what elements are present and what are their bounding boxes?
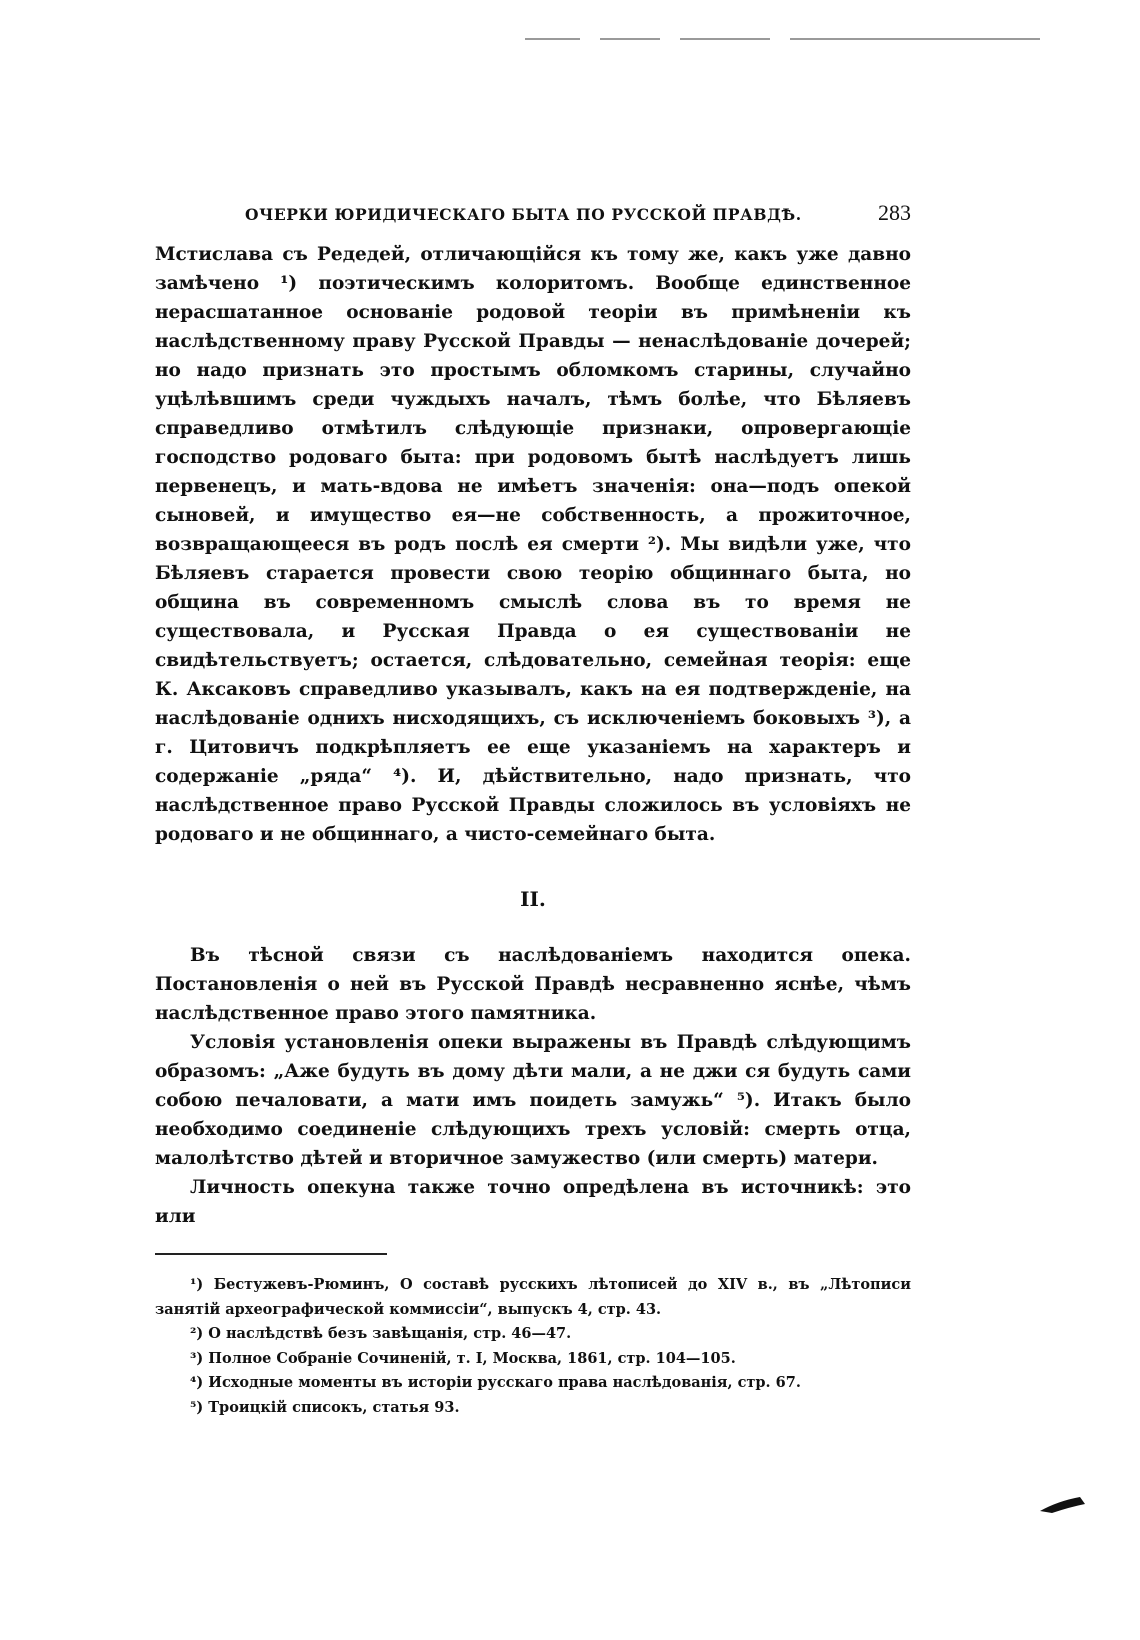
scan-artifact-line [600,38,660,40]
paragraph-2: Въ тѣсной связи съ наслѣдованіемъ находится опека. Постановленія о ней въ Русской Правдѣ несравненно яснѣе, чѣмъ наслѣдственное право этого памятника. [155,945,911,1024]
footnote-5: ⁵) Троицкій списокъ, статья 93. [190,1398,460,1416]
body-text [155,240,911,1231]
footnote-4: ⁴) Исходные моменты въ исторіи русскаго права наслѣдованія, стр. 67. [190,1374,801,1391]
scan-artifact-line [525,38,580,40]
paragraph-4: Личность опекуна также точно опредѣлена въ источникѣ: это или [155,1177,911,1227]
scan-artifact-line [680,38,770,40]
document-page [155,200,911,1420]
page-number: 283 [878,200,911,225]
footnote-3: ³) Полное Собраніе Сочиненій, т. I, Москва, 1861, стр. 104—105. [190,1349,736,1367]
running-header [155,200,911,226]
scan-artifact-line [790,38,1040,40]
section-heading: II. [520,887,546,911]
paragraph-1: Мстислава съ Редедей, отличающійся къ тому же, какъ уже давно замѣчено ¹) поэтическимъ колоритомъ. Вообще единственное нерасшатанное основаніе родовой теоріи въ примѣненіи къ наслѣдственному праву Русской Правды — ненаслѣдованіе дочерей; но надо признать это простымъ обломкомъ старины, случайно уцѣлѣвшимъ среди чуждыхъ началъ, тѣмъ болѣе, что Бѣляевъ справедливо отмѣтилъ слѣдующіе признаки, опровергающіе господство родоваго быта: при родовомъ бытѣ наслѣдуетъ лишь первенецъ, и мать-вдова не имѣетъ значенія: она—подъ опекой сыновей, и имущество ея—не собственность, а прожиточное, возвращающееся въ родъ послѣ ея смерти ²). Мы видѣли уже, что Бѣляевъ старается провести свою теорію общиннаго быта, но община въ современномъ смыслѣ слова въ то время не существовала, и Русская Правда о ея существованіи не свидѣтельствуетъ; остается, слѣдовательно, семейная теорія: еще К. Аксаковъ справедливо указывалъ, какъ на ея подтвержденіе, на наслѣдованіе однихъ нисходящихъ, съ исключеніемъ боковыхъ ³), а г. Цитовичъ подкрѣпляетъ ее еще указаніемъ на характеръ и содержаніе „ряда“ ⁴). И, дѣйствительно, надо признать, что наслѣдственное право Русской Правды сложилось въ условіяхъ не родоваго и не общиннаго, а чисто-семейнаго быта. [155,244,911,845]
footnote-2: ²) О наслѣдствѣ безъ завѣщанія, стр. 46—47. [190,1325,572,1342]
header-title: ОЧЕРКИ ЮРИДИЧЕСКАГО БЫТА ПО РУССКОЙ ПРАВДѢ. [245,205,802,224]
footnote-1: ¹) Бестужевъ-Рюминъ, О составѣ русскихъ лѣтописей до XIV в., въ „Лѣтописи занятій археографической коммиссіи“, выпускъ 4, стр. 43. [155,1276,911,1318]
footnote-divider [155,1253,387,1255]
ink-blot-ornament [1040,1495,1100,1515]
footnotes [155,1273,911,1420]
paragraph-3: Условія установленія опеки выражены въ Правдѣ слѣдующимъ образомъ: „Аже будуть въ дому дѣти мали, а не джи ся будуть сами собою печаловати, а мати имъ поидеть замужь“ ⁵). Итакъ было необходимо соединеніе слѣдующихъ трехъ условій: смерть отца, малолѣтство дѣтей и вторичное замужество (или смерть) матери. [155,1032,911,1169]
